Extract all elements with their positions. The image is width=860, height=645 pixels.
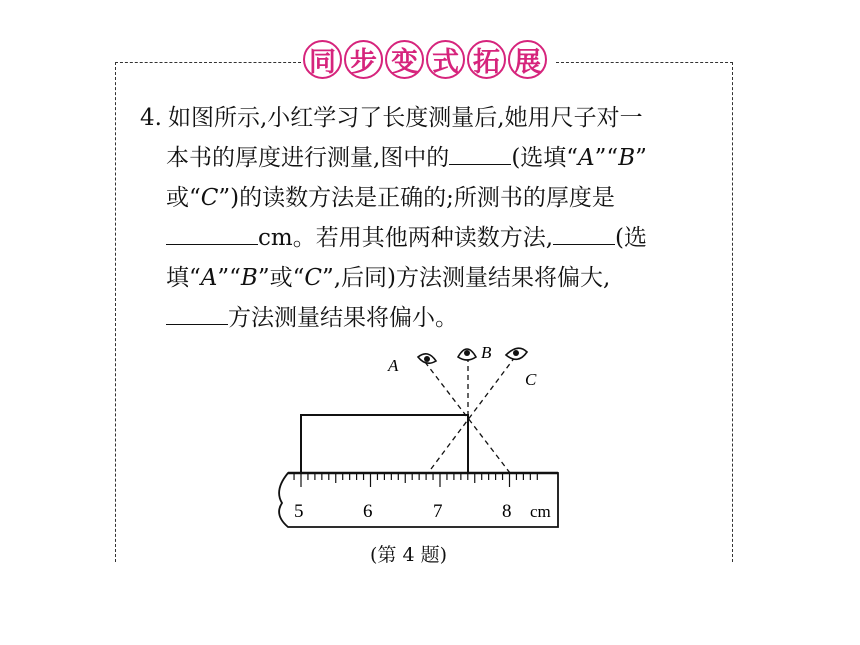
- question-line-text: 填“: [166, 265, 201, 291]
- question-line-text: ”,后同)方法测量结果将偏大,: [321, 265, 611, 291]
- banner-char: 变: [385, 40, 424, 79]
- question-number: 4.: [140, 105, 162, 131]
- eye-label-c: C: [525, 370, 537, 389]
- question-line-text: 如图所示,小红学习了长度测量后,她用尺子对一: [167, 105, 643, 131]
- eye-icon: [458, 349, 476, 360]
- tick-label-6: 6: [363, 501, 373, 522]
- eye-icon: [418, 354, 436, 363]
- option-label: B: [618, 145, 636, 171]
- ruler-body: [279, 473, 558, 527]
- question-line-text: ”“: [594, 145, 619, 171]
- question-line-text: ”)的读数方法是正确的;所测书的厚度是: [218, 185, 615, 211]
- eye-label-a: A: [388, 356, 399, 375]
- question-line-text: 本书的厚度进行测量,图中的: [166, 145, 450, 171]
- tick-label-7: 7: [433, 501, 443, 522]
- question-line-text: (选: [615, 225, 647, 251]
- option-label: C: [304, 265, 322, 291]
- banner-char: 同: [303, 40, 342, 79]
- answer-blank-3[interactable]: [553, 218, 615, 245]
- banner-char: 步: [344, 40, 383, 79]
- question-line-text: cm。若用其他两种读数方法,: [258, 225, 554, 251]
- frame-top-left-border: [115, 62, 301, 63]
- answer-blank-1[interactable]: [449, 138, 511, 165]
- frame-left-border: [115, 62, 116, 562]
- question-line-text: 方法测量结果将偏小。: [228, 305, 458, 331]
- question-line-text: ”或“: [257, 265, 305, 291]
- banner-char: 拓: [467, 40, 506, 79]
- frame-top-right-border: [556, 62, 733, 63]
- frame-right-border: [732, 62, 733, 562]
- question-line-4: [166, 218, 647, 258]
- question-line-text: ”“: [217, 265, 241, 291]
- option-label: A: [578, 145, 595, 171]
- tick-label-5: 5: [294, 501, 304, 522]
- answer-blank-2[interactable]: [166, 218, 258, 245]
- question-line-5: [166, 258, 610, 298]
- question-line-1: [140, 98, 643, 138]
- option-label: B: [240, 265, 258, 291]
- question-line-3: [166, 178, 615, 218]
- figure-caption: (第 4 题): [370, 544, 447, 566]
- question-line-6: [166, 298, 458, 338]
- question-line-text: ”: [635, 145, 647, 171]
- eye-icon: [506, 348, 527, 359]
- banner-char: 展: [508, 40, 547, 79]
- section-banner: [303, 40, 547, 84]
- ruler-unit: cm: [530, 502, 551, 521]
- option-label: C: [200, 185, 219, 211]
- book-outline: [301, 415, 468, 473]
- question-line-2: [166, 138, 647, 178]
- option-label: A: [200, 265, 218, 291]
- question-line-text: 或“: [166, 185, 201, 211]
- question-line-text: (选填“: [511, 145, 579, 171]
- banner-char: 式: [426, 40, 465, 79]
- eye-label-b: B: [481, 343, 492, 362]
- answer-blank-4[interactable]: [166, 298, 228, 325]
- tick-label-8: 8: [502, 501, 512, 522]
- ruler-figure: [270, 335, 580, 565]
